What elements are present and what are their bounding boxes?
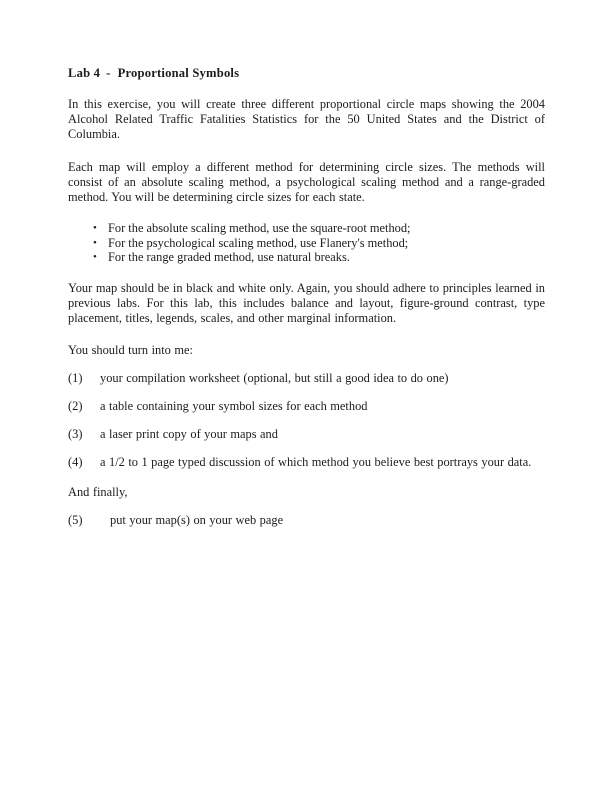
deliverable-item-1 bbox=[68, 371, 545, 386]
list-item bbox=[93, 250, 545, 265]
and-finally-text: And finally, bbox=[68, 484, 128, 499]
deliverable-item-3 bbox=[68, 427, 545, 442]
intro-paragraph: In this exercise, you will create three different proportional circle maps showing the 2004 Alcohol Related Traffic Fatalities Statistics for the 50 United States and the District of Columbia. bbox=[68, 97, 545, 141]
item-text: a table containing your symbol sizes for each method bbox=[100, 398, 368, 413]
item-number: (4) bbox=[68, 454, 83, 469]
list-item bbox=[93, 236, 545, 251]
black-white-paragraph: Your map should be in black and white only. Again, you should adhere to principles learned in previous labs. For this lab, this includes balance and layout, figure-ground contrast, type placement, titles, legends, scales, and other marginal information. bbox=[68, 280, 545, 325]
item-number: (2) bbox=[68, 398, 83, 413]
bullet-text: For the absolute scaling method, use the square-root method; bbox=[108, 221, 411, 235]
turn-in-intro: You should turn into me: bbox=[68, 342, 193, 357]
deliverable-item-5 bbox=[68, 513, 545, 528]
deliverable-item-2 bbox=[68, 399, 545, 414]
lab-number: Lab 4 bbox=[68, 66, 101, 80]
lab-name: Proportional Symbols bbox=[117, 66, 240, 80]
item-number: (3) bbox=[68, 426, 83, 441]
deliverable-item-4 bbox=[68, 455, 545, 470]
methods-paragraph: Each map will employ a different method for determining circle sizes. The methods will consist of an absolute scaling method, a psychological scaling method and a range-graded method. You will be determining circle sizes for each state. bbox=[68, 160, 545, 204]
list-item bbox=[93, 221, 545, 236]
item-number: (5) bbox=[68, 512, 83, 527]
bullet-text: For the psychological scaling method, use Flanery's method; bbox=[108, 235, 409, 250]
bullet-icon: • bbox=[93, 222, 97, 234]
item-text: a 1/2 to 1 page typed discussion of which method you believe best portrays your data. bbox=[100, 454, 532, 469]
method-bullet-list bbox=[68, 221, 545, 265]
bullet-text: For the range graded method, use natural breaks. bbox=[108, 250, 350, 265]
item-text: a laser print copy of your maps and bbox=[100, 426, 278, 441]
item-text: put your map(s) on your web page bbox=[110, 512, 284, 527]
bullet-icon: • bbox=[93, 251, 97, 264]
title-dash: - bbox=[106, 66, 111, 80]
bullet-icon: • bbox=[93, 236, 97, 249]
item-text: your compilation worksheet (optional, but still a good idea to do one) bbox=[100, 370, 449, 385]
page-title bbox=[68, 66, 545, 81]
item-number: (1) bbox=[68, 370, 83, 385]
